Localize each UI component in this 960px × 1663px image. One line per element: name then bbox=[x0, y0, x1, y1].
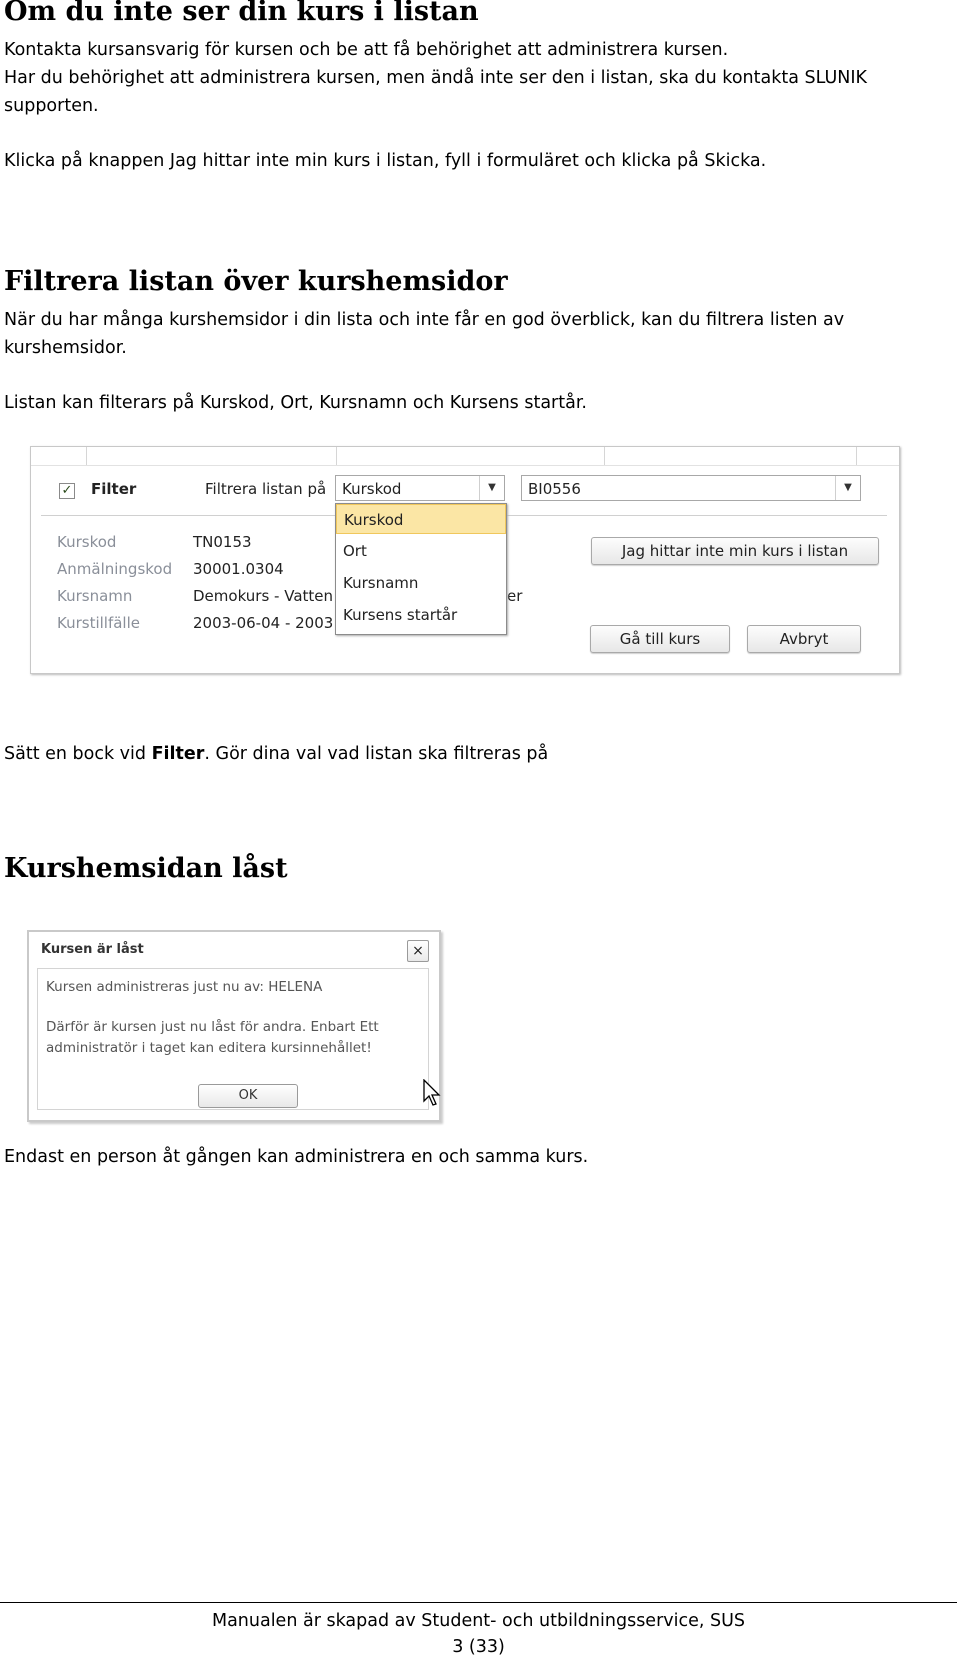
filter-by-label: Filtrera listan på bbox=[205, 480, 327, 498]
filter-label: Filter bbox=[91, 480, 137, 498]
course-select-value: BI0556 bbox=[528, 480, 581, 498]
footer-credit: Manualen är skapad av Student- och utbildningsservice, SUS bbox=[211, 1611, 746, 1631]
detail-label-course-occasion: Kurstillfälle bbox=[57, 614, 140, 632]
footer-rule bbox=[0, 1602, 957, 1603]
filter-checkbox[interactable]: ✓ bbox=[59, 483, 75, 499]
cancel-button[interactable]: Avbryt bbox=[747, 625, 861, 653]
detail-value-course-code: TN0153 bbox=[193, 533, 252, 551]
detail-value-registration-code: 30001.0304 bbox=[193, 560, 284, 578]
paragraph-many-courses: När du har många kurshemsidor i din lista och inte får en god överblick, kan du filtrera listen av kurshemsidor. bbox=[4, 310, 845, 358]
locked-course-dialog bbox=[27, 930, 441, 1122]
heading-filter-list: Filtrera listan över kurshemsidor bbox=[4, 266, 508, 297]
dialog-title: Kursen är låst bbox=[41, 942, 144, 957]
paragraph-click-button: Klicka på knappen Jag hittar inte min kurs i listan, fyll i formuläret och klicka på Skicka. bbox=[4, 151, 767, 171]
paragraph-one-person: Endast en person åt gången kan administrera en och samma kurs. bbox=[4, 1147, 589, 1167]
page-number: 3 (33) bbox=[452, 1637, 505, 1657]
detail-value-course-occasion: 2003-06-04 - 2003 bbox=[193, 614, 334, 632]
dialog-body bbox=[37, 968, 429, 1110]
dropdown-option-start-year[interactable]: Kursens startår bbox=[343, 606, 458, 624]
dropdown-option-location[interactable]: Ort bbox=[343, 542, 367, 560]
chevron-down-icon[interactable]: ▼ bbox=[835, 476, 860, 500]
detail-value-course-name-tail: er bbox=[507, 587, 523, 605]
screenshot-top-bar bbox=[31, 447, 899, 466]
dialog-locked-explanation: Därför är kursen just nu låst för andra. Enbart Ett administratör i taget kan editera kursinnehållet! bbox=[46, 1019, 379, 1056]
filter-screenshot bbox=[30, 446, 900, 674]
chevron-down-icon[interactable]: ▼ bbox=[479, 476, 504, 500]
course-select[interactable] bbox=[521, 475, 861, 501]
go-to-course-button[interactable]: Gå till kurs bbox=[590, 625, 730, 653]
close-icon[interactable]: × bbox=[407, 940, 429, 962]
paragraph-filter-options: Listan kan filterars på Kurskod, Ort, Kursnamn och Kursens startår. bbox=[4, 393, 587, 413]
mouse-pointer-icon bbox=[423, 1079, 441, 1107]
filter-bold-text: Filter bbox=[151, 744, 205, 764]
paragraph-contact-responsible: Kontakta kursansvarig för kursen och be att få behörighet att administrera kursen. bbox=[4, 40, 729, 60]
paragraph-filter-instruction: Sätt en bock vid Filter. Gör dina val vad listan ska filtreras på bbox=[4, 744, 549, 764]
heading-course-locked: Kurshemsidan låst bbox=[4, 853, 288, 884]
detail-label-registration-code: Anmälningskod bbox=[57, 560, 173, 578]
detail-value-course-name: Demokurs - Vatten bbox=[193, 587, 334, 605]
filter-field-select[interactable] bbox=[335, 475, 505, 501]
course-not-found-button[interactable]: Jag hittar inte min kurs i listan bbox=[591, 537, 879, 565]
detail-label-course-name: Kursnamn bbox=[57, 587, 133, 605]
heading-course-not-in-list: Om du inte ser din kurs i listan bbox=[4, 0, 479, 27]
ok-button[interactable]: OK bbox=[198, 1084, 298, 1108]
filter-field-value: Kurskod bbox=[342, 480, 402, 498]
detail-label-course-code: Kurskod bbox=[57, 533, 117, 551]
filter-field-dropdown bbox=[335, 503, 507, 635]
dropdown-option-course-name[interactable]: Kursnamn bbox=[343, 574, 419, 592]
paragraph-contact-support: Har du behörighet att administrera kursen, men ändå inte ser den i listan, ska du kontakta SLUNIK supporten. bbox=[4, 68, 868, 116]
dialog-locked-by: Kursen administreras just nu av: HELENA bbox=[46, 979, 323, 995]
dropdown-option-course-code[interactable]: Kurskod bbox=[336, 504, 506, 534]
